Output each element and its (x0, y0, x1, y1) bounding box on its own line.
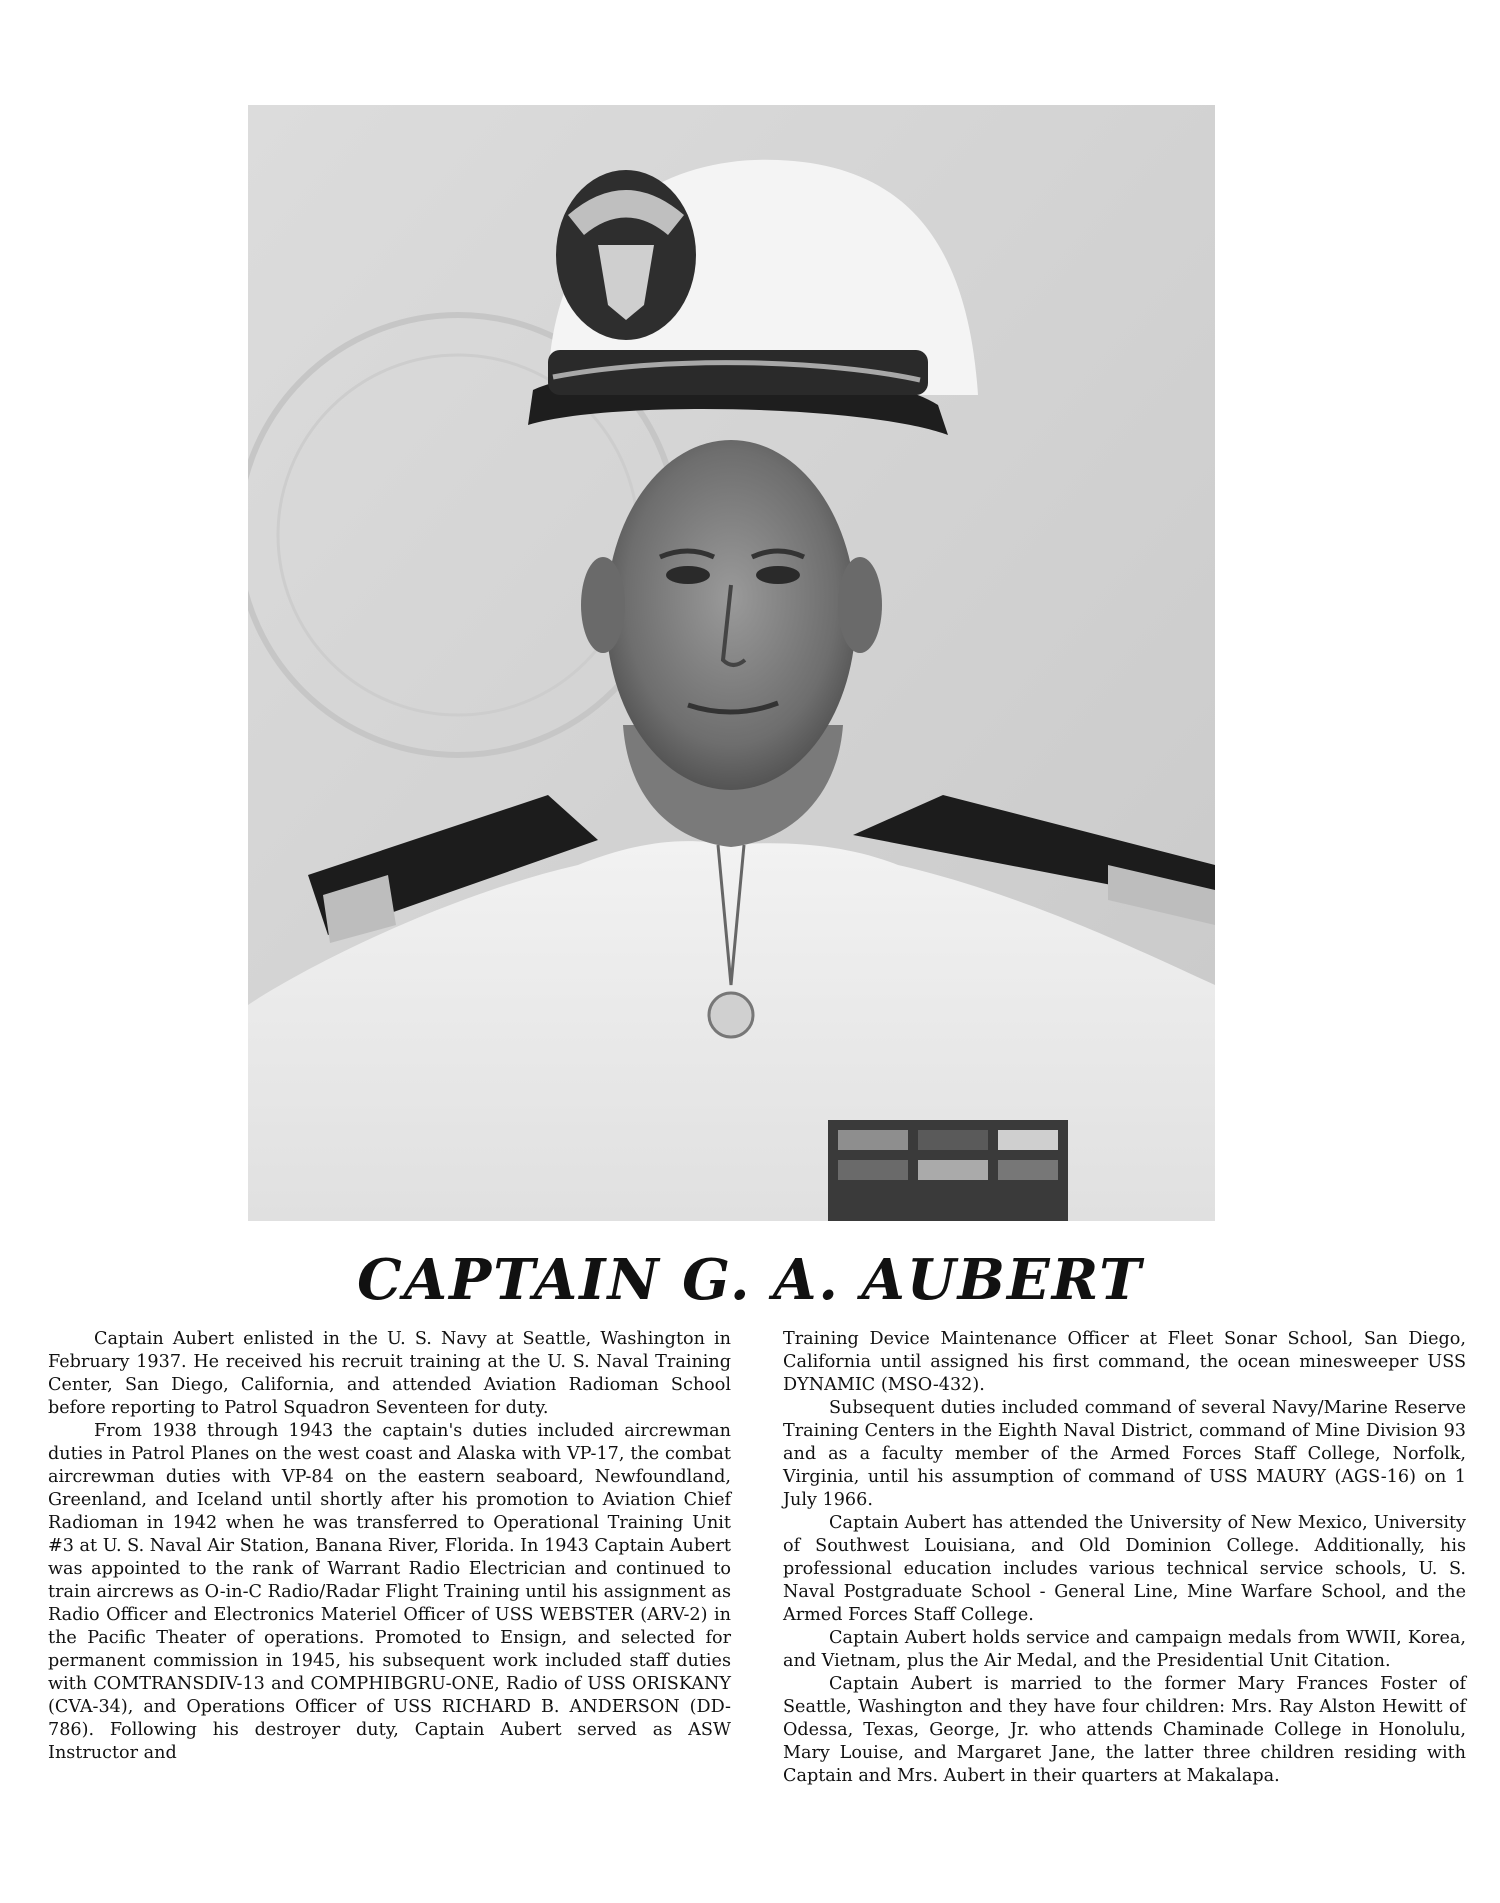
page-title: CAPTAIN G. A. AUBERT (357, 1247, 1143, 1313)
bio-column-left (48, 1328, 731, 1765)
bio-paragraph: Subsequent duties included command of several Navy/Marine Reserve Training Centers in the Eighth Naval District, command of Mine Division 93 and as a faculty member of the Armed Forces Staff College, Norfolk, Virginia, until his assumption of command of USS MAURY (AGS-16) on 1 July 1966. (783, 1398, 1466, 1510)
bio-paragraph-continuation: Training Device Maintenance Officer at Fleet Sonar School, San Diego, California until assigned his first command, the ocean minesweeper USS DYNAMIC (MSO-432). (783, 1329, 1466, 1395)
portrait-photo (248, 105, 1215, 1221)
bio-paragraph: Captain Aubert holds service and campaign medals from WWII, Korea, and Vietnam, plus the Air Medal, and the Presidential Unit Citation. (783, 1628, 1466, 1671)
bio-paragraph: Captain Aubert has attended the University of New Mexico, University of Southwest Louisiana, and Old Dominion College. Additionally, his professional education includes various technical service schools, U. S. Naval Postgraduate School - General Line, Mine Warfare School, and the Armed Forces Staff College. (783, 1513, 1466, 1625)
bio-paragraph: Captain Aubert is married to the former Mary Frances Foster of Seattle, Washington and they have four children: Mrs. Ray Alston Hewitt of Odessa, Texas, George, Jr. who attends Chaminade College in Honolulu, Mary Louise, and Margaret Jane, the latter three children residing with Captain and Mrs. Aubert in their quarters at Makalapa. (783, 1674, 1466, 1786)
bio-paragraph: From 1938 through 1943 the captain's duties included aircrewman duties in Patrol Planes on the west coast and Alaska with VP-17, the combat aircrewman duties with VP-84 on the eastern seaboard, Newfoundland, Greenland, and Iceland until shortly after his promotion to Aviation Chief Radioman in 1942 when he was transferred to Operational Training Unit #3 at U. S. Naval Air Station, Banana River, Florida. In 1943 Captain Aubert was appointed to the rank of Warrant Radio Electrician and continued to train aircrews as O-in-C Radio/Radar Flight Training until his assignment as Radio Officer and Electronics Materiel Officer of USS WEBSTER (ARV-2) in the Pacific Theater of operations. Promoted to Ensign, and selected for permanent commission in 1945, his subsequent work included staff duties with COMTRANSDIV-13 and COMPHIBGRU-ONE, Radio of USS ORISKANY (CVA-34), and Operations Officer of USS RICHARD B. ANDERSON (DD-786). Following his destroyer duty, Captain Aubert served as ASW Instructor and (48, 1421, 731, 1763)
bio-column-right (783, 1328, 1466, 1788)
bio-paragraph: Captain Aubert enlisted in the U. S. Navy at Seattle, Washington in February 1937. He received his recruit training at the U. S. Naval Training Center, San Diego, California, and attended Aviation Radioman School before reporting to Patrol Squadron Seventeen for duty. (48, 1329, 731, 1418)
portrait-illustration (248, 105, 1215, 1221)
